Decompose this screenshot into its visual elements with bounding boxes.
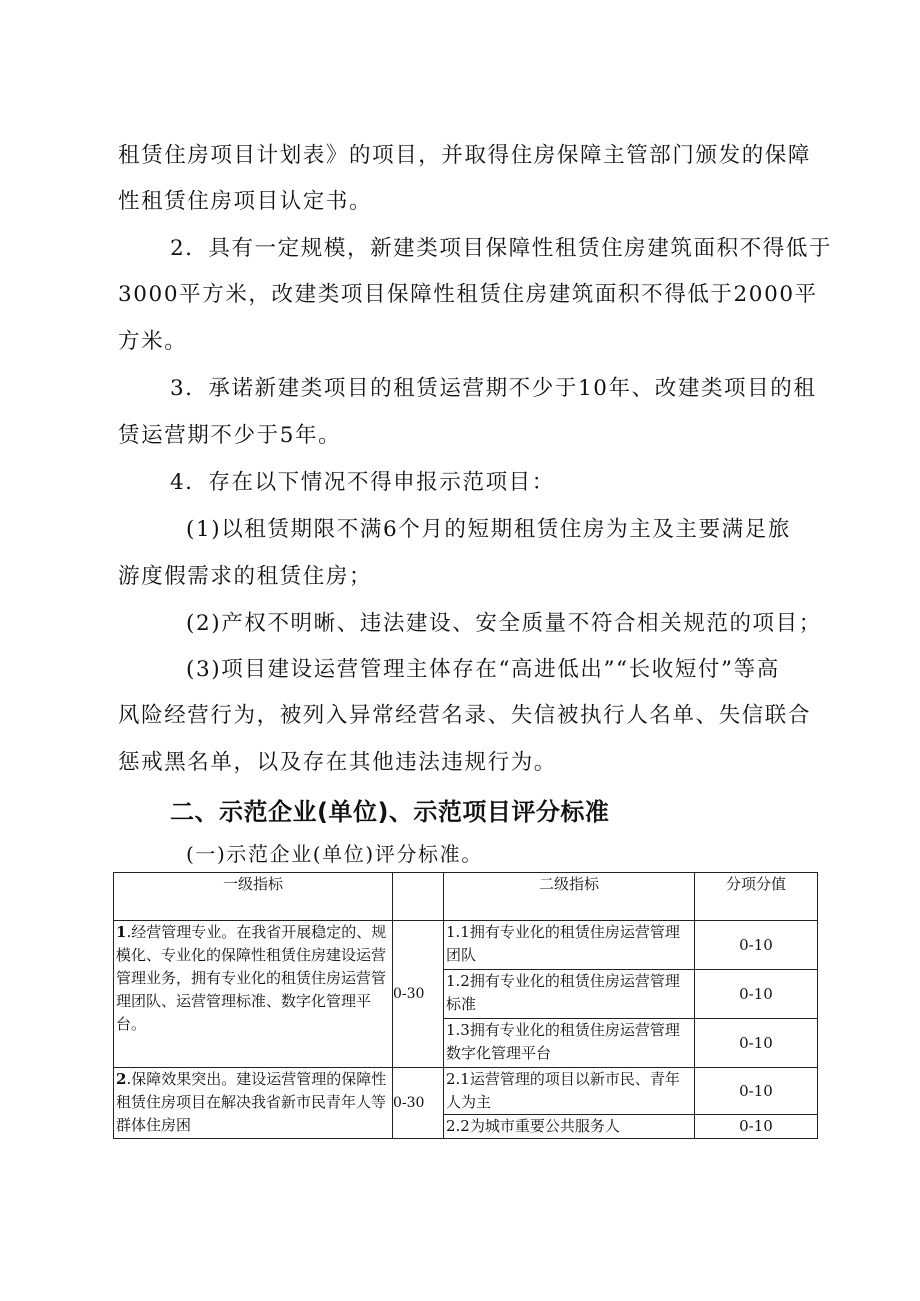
score-value: 0-10 — [695, 1115, 818, 1139]
table-header-row — [114, 873, 818, 921]
criterion-text: .经营管理专业。在我省开展稳定的、规模化、专业化的保障性租赁住房建设运营管理业务，拥有专业化的租赁住房运营管理团队、运营管理标准、数字化管理平台。 — [116, 923, 387, 1033]
paragraph-line: 3．承诺新建类项目的租赁运营期不少于10年、改建类项目的租 — [170, 376, 817, 401]
score-value: 0-10 — [695, 921, 818, 970]
header-level2: 二级指标 — [444, 873, 695, 921]
paragraph-line: 3000平方米，改建类项目保障性租赁住房建筑面积不得低于2000平 — [118, 282, 818, 307]
paragraph-line: (3)项目建设运营管理主体存在“高进低出”“长收短付”等高 — [186, 657, 780, 682]
score-value: 0-10 — [695, 1068, 818, 1115]
level2-item: 1.2拥有专业化的租赁住房运营管理标准 — [444, 970, 695, 1019]
paragraph-line: (2)产权不明晰、违法建设、安全质量不符合相关规范的项目； — [186, 611, 822, 636]
level1-criterion — [114, 921, 393, 1068]
sub-heading: (一)示范企业(单位)评分标准。 — [186, 842, 483, 866]
criterion-number: 2 — [116, 1070, 127, 1088]
paragraph-line: 4．存在以下情况不得申报示范项目： — [170, 470, 555, 495]
level1-criterion — [114, 1068, 393, 1139]
paragraph-line: 租赁住房项目计划表》的项目，并取得住房保障主管部门颁发的保障 — [118, 143, 812, 168]
paragraph-line: 惩戒黑名单，以及存在其他违法违规行为。 — [118, 750, 557, 775]
level2-item: 1.3拥有专业化的租赁住房运营管理数字化管理平台 — [444, 1019, 695, 1068]
paragraph-line: 游度假需求的租赁住房； — [118, 564, 373, 589]
criterion-text: .保障效果突出。建设运营管理的保障性租赁住房项目在解决我省新市民青年人等群体住房困 — [116, 1070, 387, 1134]
level2-item: 2.1运营管理的项目以新市民、青年人为主 — [444, 1068, 695, 1115]
table-row — [114, 921, 818, 970]
paragraph-line: 方米。 — [118, 329, 188, 354]
section-heading: 二、示范企业(单位)、示范项目评分标准 — [170, 798, 610, 826]
header-range — [393, 873, 444, 921]
score-value: 0-10 — [695, 1019, 818, 1068]
header-score: 分项分值 — [695, 873, 818, 921]
paragraph-line: 赁运营期不少于5年。 — [118, 423, 342, 448]
paragraph-line: 性租赁住房项目认定书。 — [118, 189, 373, 214]
range-value: 0-30 — [393, 1068, 444, 1139]
criterion-number: 1 — [116, 923, 127, 941]
scoring-table — [113, 872, 818, 1139]
paragraph-line: 风险经营行为，被列入异常经营名录、失信被执行人名单、失信联合 — [118, 703, 812, 728]
table-row — [114, 1068, 818, 1115]
score-value: 0-10 — [695, 970, 818, 1019]
level2-item: 1.1拥有专业化的租赁住房运营管理团队 — [444, 921, 695, 970]
range-value: 0-30 — [393, 921, 444, 1068]
header-level1: 一级指标 — [114, 873, 393, 921]
level2-item: 2.2为城市重要公共服务人 — [444, 1115, 695, 1139]
paragraph-line: (1)以租赁期限不满6个月的短期租赁住房为主及主要满足旅 — [186, 517, 791, 542]
paragraph-line: 2．具有一定规模，新建类项目保障性租赁住房建筑面积不得低于 — [170, 236, 833, 261]
